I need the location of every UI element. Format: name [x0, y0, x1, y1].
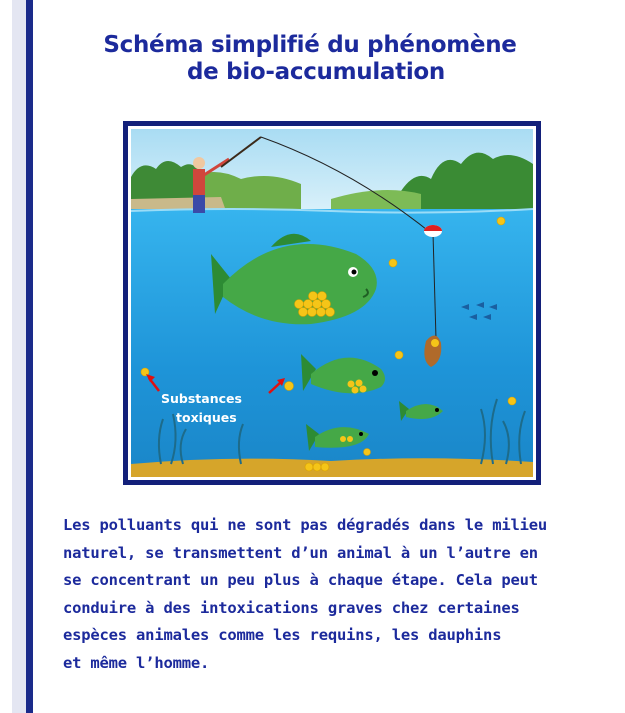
- explanation-paragraph: [63, 512, 603, 677]
- title-line-2: de bio-accumulation: [186, 59, 446, 85]
- title-line-1: Schéma simplifié du phénomène: [103, 32, 517, 58]
- illustration-frame: [123, 121, 541, 485]
- toxic-substances-label-line-2: toxiques: [176, 410, 237, 425]
- paragraph-line: naturel, se transmettent d’un animal à un l’autre en: [63, 543, 538, 562]
- paragraph-line: Les polluants qui ne sont pas dégradés dans le milieu: [63, 516, 547, 534]
- seabed: [131, 458, 533, 477]
- paragraph-line: et même l’homme.: [63, 653, 210, 672]
- paragraph-line: conduire à des intoxications graves chez certaines: [63, 598, 520, 617]
- page-title: [60, 32, 560, 86]
- toxic-substances-label-line-1: Substances: [161, 391, 242, 406]
- paragraph-line: espèces animales comme les requins, les dauphins: [63, 626, 502, 644]
- left-decorative-bar: [0, 0, 34, 713]
- fishing-float: [424, 225, 442, 237]
- paragraph-line: se concentrant un peu plus à chaque étape. Cela peut: [63, 571, 538, 589]
- bioaccumulation-illustration: [131, 129, 533, 477]
- illustration-inner-border: [128, 126, 536, 480]
